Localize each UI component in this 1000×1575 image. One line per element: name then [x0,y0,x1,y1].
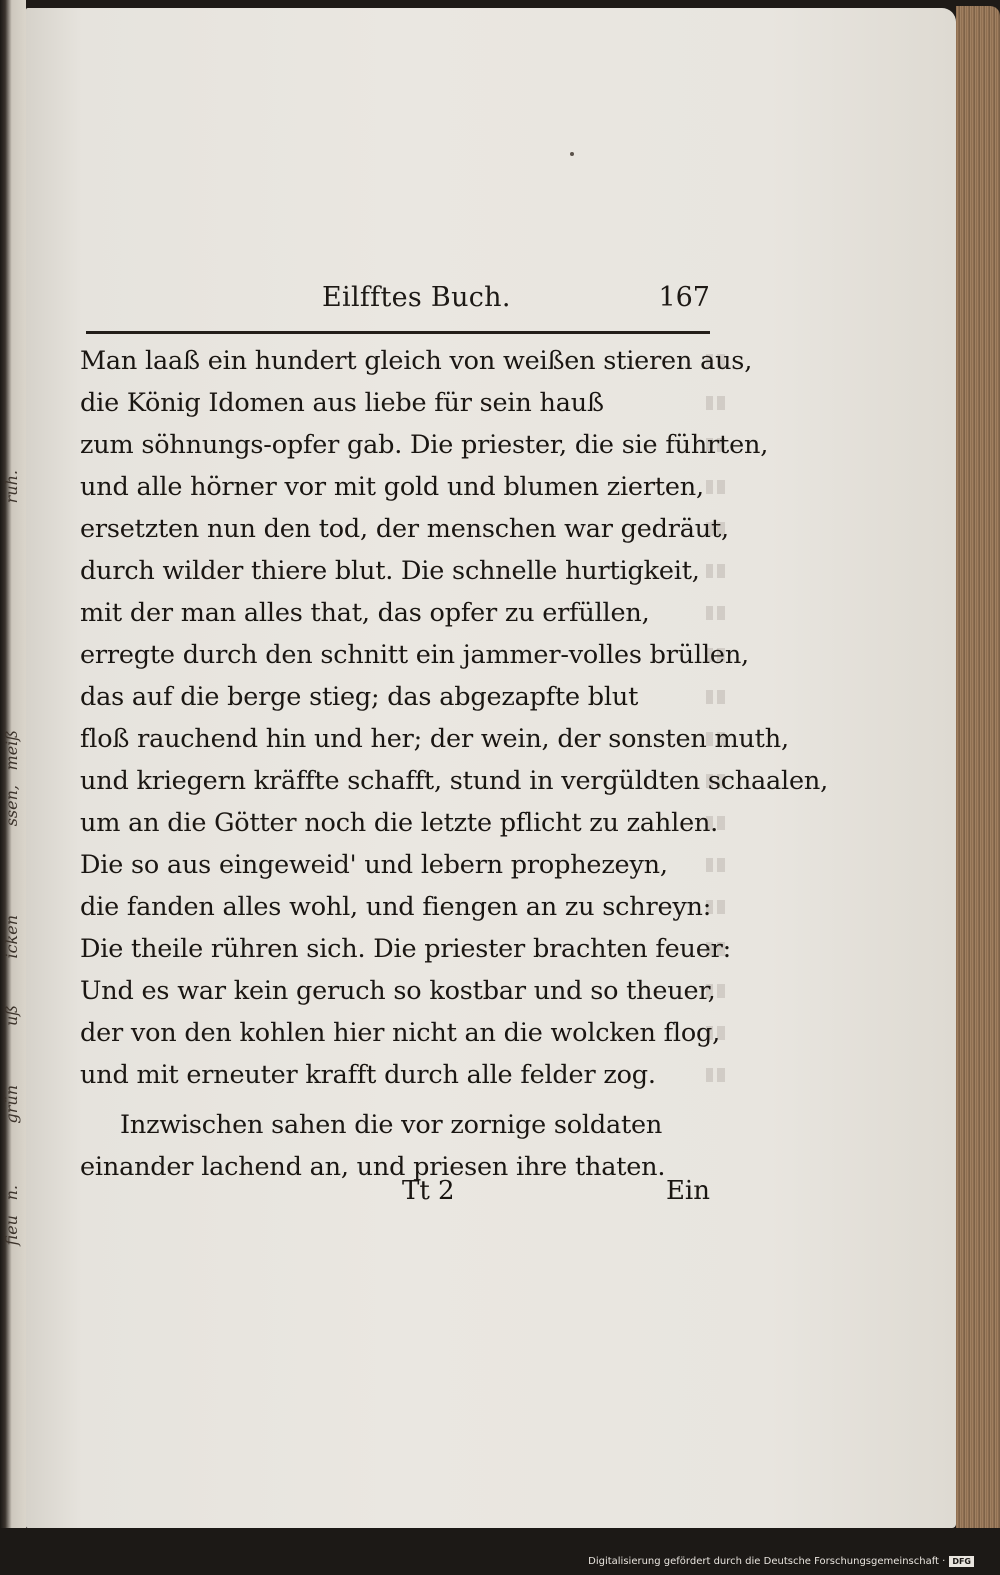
verse-line: um an die Götter noch die letzte pflicht zu zahlen. [80,808,719,838]
ink-speck [570,152,574,156]
verse-line: floß rauchend hin und her; der wein, der sonsten muth, [80,724,789,754]
verse-line: und kriegern kräffte schafft, stund in vergüldten schaalen, [80,766,829,796]
verse-line: zum söhnungs-opfer gab. Die priester, die sie führten, [80,430,769,460]
margin-fragment: fieu [2,1215,21,1246]
verse-line: die König Idomen aus liebe für sein hauß [80,388,604,418]
margin-fragment: n. [2,1185,21,1201]
verse-line: und mit erneuter krafft durch alle felder zog. [80,1060,656,1090]
page-header [86,282,710,322]
verse-line: Und es war kein geruch so kostbar und so theuer, [80,976,716,1006]
verse-line: Die theile rühren sich. Die priester brachten feuer: [80,934,732,964]
margin-fragment: ruh. [2,470,21,504]
header-rule [86,331,710,334]
scan-background [0,1528,1000,1575]
margin-fragment: ssen, [2,785,21,827]
previous-page-fragments [0,0,26,1540]
verse-line: Die so aus eingeweid' und lebern prophezeyn, [80,850,668,880]
signature-mark: Tt 2 [402,1176,455,1206]
page-number: 167 [658,282,710,313]
verse-line: mit der man alles that, das opfer zu erfüllen, [80,598,650,628]
stanza-gap [80,1096,720,1104]
margin-fragment: icken [2,915,21,959]
dfg-logo: DFG [949,1556,974,1567]
margin-fragment: uß [2,1005,21,1026]
digitization-credit [588,1556,974,1567]
verse-line: der von den kohlen hier nicht an die wolcken flog, [80,1018,721,1048]
verse-line: durch wilder thiere blut. Die schnelle hurtigkeit, [80,556,700,586]
verse-body [80,340,829,1188]
page-foot [80,1176,710,1216]
running-head: Eilfftes Buch. [322,282,511,313]
page-stack-edge [956,6,1000,1536]
verse-line: ersetzten nun den tod, der menschen war gedräut, [80,514,729,544]
credit-text: Digitalisierung gefördert durch die Deutsche Forschungsgemeinschaft · [588,1556,946,1567]
verse-line: die fanden alles wohl, und fiengen an zu schreyn: [80,892,712,922]
verse-line: einander lachend an, und priesen ihre thaten. [80,1152,666,1182]
verse-line: das auf die berge stieg; das abgezapfte blut [80,682,639,712]
margin-fragment: meiß [2,730,21,771]
verse-line: Inzwischen sahen die vor zornige soldaten [120,1110,663,1140]
catchword: Ein [665,1176,710,1206]
verse-line: und alle hörner vor mit gold und blumen zierten, [80,472,704,502]
verse-line: Man laaß ein hundert gleich von weißen stieren aus, [80,346,753,376]
verse-line: erregte durch den schnitt ein jammer-volles brüllen, [80,640,749,670]
margin-fragment: grün [2,1085,21,1124]
